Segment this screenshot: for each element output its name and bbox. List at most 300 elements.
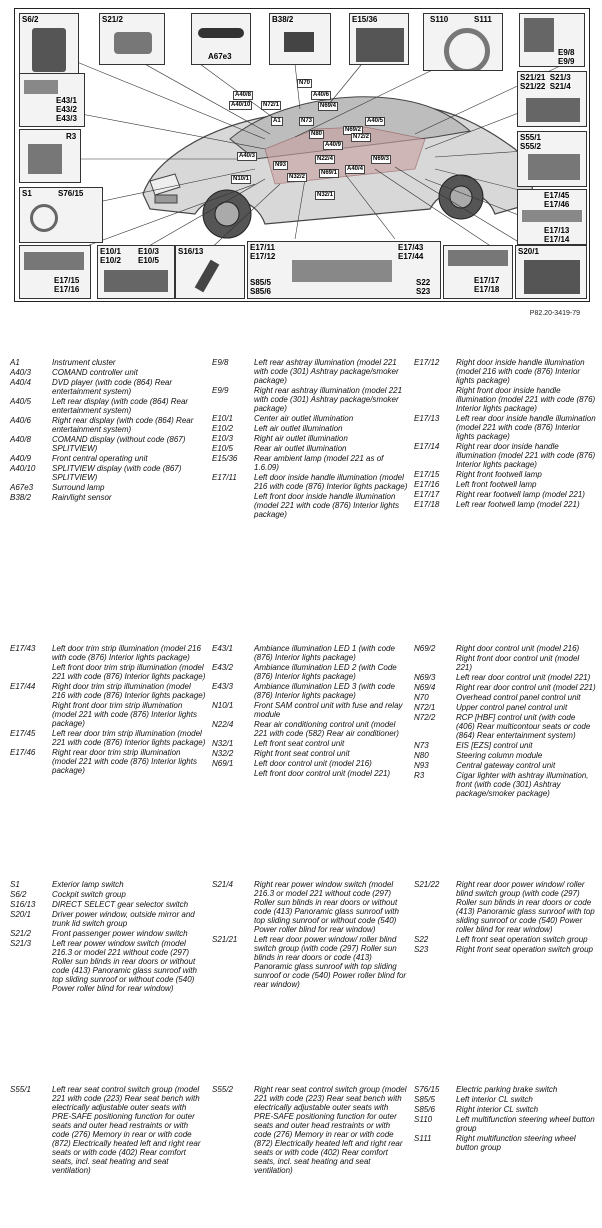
legend-entry (212, 454, 408, 472)
legend-code: N80 (414, 751, 429, 760)
vehicle-component-label: A40/9 (325, 142, 342, 148)
legend-description: Right rear door inside handle illumination (model 221 with code (876) Interior lights package) (456, 442, 596, 469)
legend-column (414, 880, 596, 955)
legend-entry (414, 703, 596, 712)
legend-entry (10, 939, 206, 993)
legend-entry (212, 749, 408, 758)
legend-code: S85/5 (414, 1095, 435, 1104)
led-image (24, 80, 58, 94)
legend-column (212, 880, 408, 990)
legend-code: E17/15 (414, 470, 440, 479)
legend-description: DVD player (with code (864) Rear entertainment system) (52, 378, 173, 396)
legend-description: Center air outlet illumination (254, 414, 354, 423)
legend-description: Ambiance illumination LED 3 (with code (876) Interior lights package) (254, 682, 395, 700)
door-panel-image (292, 260, 392, 282)
legend-description: Electric parking brake switch (456, 1085, 558, 1094)
legend-entry (414, 771, 596, 798)
vehicle-component-label: A40/10 (231, 102, 251, 108)
legend-description: SPLITVIEW display (with code (867) SPLITVIEW) (52, 464, 182, 482)
legend-entry (414, 1134, 596, 1152)
vehicle-component-label: A1 (273, 118, 281, 124)
legend-code: E43/1 (212, 644, 233, 653)
sensor-image (284, 32, 314, 52)
legend-description: Left rear door trim strip illumination (model 221 with code (876) Interior lights package) (52, 729, 206, 747)
legend-entry (414, 751, 596, 760)
box-label-e17-11: E17/11 E17/12 (250, 243, 276, 261)
legend-entry (212, 935, 408, 989)
legend-code: S6/2 (10, 890, 27, 899)
legend-description: Right multifunction steering wheel button group (456, 1134, 576, 1152)
legend-entry (212, 682, 408, 700)
legend-entry (414, 1105, 596, 1114)
legend-entry (212, 1085, 408, 1175)
legend-code: A67e3 (10, 483, 34, 492)
legend-code: A1 (10, 358, 20, 367)
surround-lamp-box (191, 13, 251, 65)
legend-entry (10, 435, 206, 453)
legend-entry (10, 368, 206, 377)
legend-code: S110 (414, 1115, 433, 1124)
legend-code: B38/2 (10, 493, 31, 502)
legend-code: N22/4 (212, 720, 234, 729)
legend-entry (212, 424, 408, 433)
legend-description: Right rear seat control switch group (model 221 with code (223) Rear seat bench with electrically adjustable outer seats with PRE-SAFE positioning function for outer seats and outer head restraints or with code (276) Memory in rear or with code (872) Electrically heated left and right rear seats or with code (402) Rear comfort seats, incl. seat heating and seat ventilation) (254, 1085, 407, 1175)
legend-column (10, 1085, 206, 1176)
legend-entry (212, 644, 408, 662)
vehicle-component-label: N69/3 (373, 156, 390, 162)
legend-code: A40/5 (10, 397, 31, 406)
legend-entry (212, 720, 408, 738)
legend-description: Left rear ashtray illumination (model 221 with code (301) Ashtray package/smoker package) (254, 358, 399, 385)
legend-description: Exterior lamp switch (52, 880, 124, 889)
legend-entry (212, 663, 408, 681)
cigar-lighter-image (28, 144, 62, 174)
ambiance-led-box (19, 73, 85, 127)
legend-code: E10/5 (212, 444, 233, 453)
steering-wheel-image (444, 28, 490, 71)
legend-code: A40/4 (10, 378, 31, 387)
legend-description: Left front door trim strip illumination (model 221 with code (876) Interior lights package) (52, 663, 206, 681)
legend-entry (10, 880, 206, 889)
legend-entry (414, 673, 596, 682)
legend-entry (212, 769, 408, 778)
rear-footwell-image (448, 250, 508, 266)
rear-switch-image (526, 98, 580, 122)
legend-description: Left rear footwell lamp (model 221) (456, 500, 580, 509)
exterior-lamp-switch-box (19, 187, 103, 243)
vehicle-component-label: N10/1 (233, 176, 250, 182)
legend-description: Left rear door control unit (model 221) (456, 673, 591, 682)
vehicle-component-label: A40/3 (239, 153, 256, 159)
front-footwell-box (19, 245, 91, 299)
component-location-diagram (14, 8, 590, 302)
legend-code: E17/12 (414, 358, 440, 367)
legend-code: E17/43 (10, 644, 36, 653)
rear-footwell-box (443, 245, 513, 299)
vehicle-component-label: N93 (275, 162, 287, 168)
legend-description: RCP [HBF] control unit (with code (406) Rear multicontour seats or code (864) Rear entertainment system) (456, 713, 591, 740)
legend-entry (10, 910, 206, 928)
window-switch-image (114, 32, 152, 54)
legend-description: Left front door control unit (model 221) (254, 769, 391, 778)
legend-description: Left interior CL switch (456, 1095, 533, 1104)
legend-entry (10, 729, 206, 747)
legend-description: Rear ambient lamp (model 221 as of 1.6.09) (254, 454, 384, 472)
legend-entry (10, 358, 206, 367)
box-label-e17-45: E17/45 E17/46 (544, 191, 570, 209)
legend-description: COMAND controller unit (52, 368, 138, 377)
vehicle-component-label: A40/8 (235, 92, 252, 98)
legend-code: S85/6 (414, 1105, 435, 1114)
legend-code: E10/3 (212, 434, 233, 443)
vehicle-component-label: N73 (301, 118, 313, 124)
box-label-s1: S1 (22, 189, 32, 198)
legend-code: E17/13 (414, 414, 440, 423)
legend-code: S1 (10, 880, 20, 889)
legend-entry (414, 945, 596, 954)
legend-code: S23 (414, 945, 429, 954)
legend-description: Right door inside handle illumination (model 216 with code (876) Interior lights package) (456, 358, 585, 385)
legend-entry (414, 644, 596, 653)
legend-entry (10, 644, 206, 662)
gear-lever-image (195, 260, 220, 293)
legend-code: S20/1 (10, 910, 31, 919)
legend-column (212, 644, 408, 779)
legend-description: Left door trim strip illumination (model 216 with code (876) Interior lights package) (52, 644, 201, 662)
legend-entry (414, 654, 596, 672)
legend-code: N32/2 (212, 749, 234, 758)
legend-code: A40/3 (10, 368, 31, 377)
legend-code: E43/3 (212, 682, 233, 691)
legend-description: Ambiance illumination LED 2 (with Code (876) Interior lights package) (254, 663, 397, 681)
legend-entry (10, 663, 206, 681)
legend-description: Right front seat control unit (254, 749, 350, 758)
legend-description: Right air outlet illumination (254, 434, 348, 443)
vehicle-component-label: N72/2 (353, 134, 370, 140)
legend-code: E15/36 (212, 454, 238, 463)
legend-code: S55/2 (212, 1085, 233, 1094)
legend-entry (10, 890, 206, 899)
box-label-e17-13: E17/13 E17/14 (544, 226, 570, 244)
box-label-e17-43: E17/43 E17/44 (398, 243, 424, 261)
legend-code: N72/2 (414, 713, 436, 722)
legend-entry (212, 492, 408, 519)
legend-code: E43/2 (212, 663, 233, 672)
legend-code (10, 701, 52, 728)
box-label-s21-group: S21/21 S21/3 S21/22 S21/4 (520, 73, 571, 91)
steering-wheel-box (423, 13, 503, 71)
legend-entry (212, 880, 408, 934)
legend-code: N72/1 (414, 703, 436, 712)
legend-entry (10, 416, 206, 434)
legend-code: E17/45 (10, 729, 36, 738)
legend-entry (10, 900, 206, 909)
legend-description: COMAND display (without code (867) SPLITVIEW) (52, 435, 186, 453)
legend-description: Upper control panel control unit (456, 703, 568, 712)
legend-description: Right rear door power window/ roller blind switch group (with code (297) Roller sun blinds in rear doors or code (413) Panoramic glass sunroof with top sliding sunroof or code (540) Power roller blind for rear window) (456, 880, 595, 934)
legend-code (212, 492, 254, 519)
legend-description: Right front door trim strip illumination (model 221 with code (876) Interior lights package) (52, 701, 197, 728)
vehicle-component-label: A40/6 (313, 92, 330, 98)
legend-code: S22 (414, 935, 429, 944)
legend-entry (414, 490, 596, 499)
box-label-b38-2: B38/2 (272, 15, 294, 24)
legend-description: Left rear display (with code (864) Rear entertainment system) (52, 397, 189, 415)
legend-entry (414, 1115, 596, 1133)
box-label-s111: S111 (474, 15, 492, 24)
legend-description: Right door control unit (model 216) (456, 644, 580, 653)
legend-entry (10, 454, 206, 463)
legend-description: Left rear door power window/ roller blind switch group (with code (297) Roller sun blinds in rear doors or code (413) Panoramic glass sunroof with top sliding sunroof or code (540) Power roller blind for rear window) (254, 935, 407, 989)
legend-code: E17/44 (10, 682, 36, 691)
legend-entry (10, 1085, 206, 1175)
legend-entry (414, 683, 596, 692)
legend-code: S16/13 (10, 900, 36, 909)
legend-entry (414, 442, 596, 469)
legend-description: Rear air outlet illumination (254, 444, 347, 453)
box-label-e17-15: E17/15 E17/16 (54, 276, 80, 294)
legend-entry (414, 1095, 596, 1104)
cockpit-switch-group-box (19, 13, 79, 75)
legend-code: E17/11 (212, 473, 237, 482)
legend-description: Cigar lighter with ashtray illumination, front (with code (301) Ashtray package/smoker package) (456, 771, 589, 798)
mirror-image (198, 28, 244, 38)
figure-reference: P82.20-3419-79 (529, 310, 580, 317)
legend-code: S21/22 (414, 880, 440, 889)
legend-description: Right front door inside handle illumination (model 221 with code (876) Interior lights package) (456, 386, 596, 413)
legend-code: E10/1 (212, 414, 233, 423)
legend-code: R3 (414, 771, 425, 780)
box-label-s110: S110 (430, 15, 449, 24)
legend-entry (212, 739, 408, 748)
legend-code (414, 386, 456, 413)
legend-description: Left door inside handle illumination (model 216 with code (876) Interior lights package) (254, 473, 408, 491)
legend-entry (414, 761, 596, 770)
vehicle-component-label: N70 (299, 80, 311, 86)
legend-entry (212, 759, 408, 768)
legend-entry (10, 483, 206, 492)
legend-code: E17/18 (414, 500, 440, 509)
legend-code (10, 663, 52, 681)
legend-code: N73 (414, 741, 429, 750)
legend-description: Right rear display (with code (864) Rear entertainment system) (52, 416, 194, 434)
legend-entry (414, 480, 596, 489)
legend-code: E17/14 (414, 442, 440, 451)
legend-description: Front passenger power window switch (52, 929, 188, 938)
air-outlet-image (104, 270, 168, 292)
legend-column (414, 1085, 596, 1153)
switch-panel-image (32, 28, 66, 72)
legend-code: N69/1 (212, 759, 234, 768)
vehicle-component-label: N69/1 (321, 170, 338, 176)
legend-entry (414, 414, 596, 441)
legend-description: Right rear power window switch (model 216.3 or model 221 without code (297) Roller sun blinds in rear doors or without code (413) Panoramic glass sunroof with top sliding sunroof or without code (540) Power roller blind for rear window) (254, 880, 399, 934)
legend-entry (414, 1085, 596, 1094)
rain-light-sensor-box (269, 13, 331, 65)
legend-entry (212, 358, 408, 385)
rear-window-switch-group-box (517, 71, 587, 127)
vehicle-component-label: A40/5 (367, 118, 384, 124)
box-label-e15-36: E15/36 (352, 15, 378, 24)
legend-entry (10, 397, 206, 415)
legend-entry (10, 701, 206, 728)
rear-door-strip-box (517, 189, 587, 245)
legend-code: A40/6 (10, 416, 31, 425)
legend-entry (414, 713, 596, 740)
box-label-s21-2: S21/2 (102, 15, 123, 24)
legend-entry (10, 929, 206, 938)
box-label-e43: E43/1 E43/2 E43/3 (56, 96, 77, 123)
box-label-e9: E9/8 E9/9 (558, 48, 575, 66)
legend-code: S111 (414, 1134, 432, 1143)
gear-selector-box (175, 245, 245, 299)
legend-column (414, 644, 596, 799)
legend-code: E10/2 (212, 424, 233, 433)
legend-description: Left rear seat control switch group (model 221 with code (223) Rear seat bench with electrically adjustable outer seats with PRE-SAFE positioning function for outer seats and outer head restraints or with code (276) Memory in rear or with code (872) Electrically heated left and right rear seats or with code (402) Rear comfort seats, incl. seat heating and seat ventilation) (52, 1085, 201, 1175)
legend-code (212, 769, 254, 778)
legend-description: Left door control unit (model 216) (254, 759, 372, 768)
box-label-s22: S22 S23 (416, 278, 431, 296)
box-label-a67e3: A67e3 (208, 52, 232, 61)
legend-description: Ambiance illumination LED 1 (with code (876) Interior lights package) (254, 644, 395, 662)
legend-description: Right rear door control unit (model 221) (456, 683, 596, 692)
legend-entry (414, 741, 596, 750)
vehicle-component-label: N32/2 (289, 174, 306, 180)
vehicle-component-label: N69/4 (320, 103, 337, 109)
vehicle-component-label: N22/4 (317, 156, 334, 162)
legend-entry (414, 500, 596, 509)
legend-entry (212, 434, 408, 443)
legend-column (10, 644, 206, 776)
legend-description: Left front seat operation switch group (456, 935, 588, 944)
legend-description: Left multifunction steering wheel button group (456, 1115, 595, 1133)
legend-description: Right rear ashtray illumination (model 221 with code (301) Ashtray package/smoker package) (254, 386, 403, 413)
box-label-s20-1: S20/1 (518, 247, 539, 256)
rear-ashtray-box (519, 13, 585, 67)
legend-description: Right front door control unit (model 221) (456, 654, 580, 672)
box-label-e10-right: E10/3 E10/5 (138, 247, 159, 265)
vehicle-component-label: N80 (311, 131, 323, 137)
legend-description: Cockpit switch group (52, 890, 126, 899)
legend-description: Rear air conditioning control unit (model 221 with code (582) Rear air conditioner) (254, 720, 399, 738)
driver-window-switch-box (515, 245, 587, 299)
legend-code: A40/8 (10, 435, 31, 444)
legend-code: S21/21 (212, 935, 238, 944)
legend-description: Driver power window, outside mirror and trunk lid switch group (52, 910, 195, 928)
box-label-s16-13: S16/13 (178, 247, 204, 256)
vehicle-component-label: A40/4 (347, 166, 364, 172)
legend-code: S21/3 (10, 939, 31, 948)
legend-code: E17/16 (414, 480, 440, 489)
box-label-s55: S55/1 S55/2 (520, 133, 541, 151)
legend-entry (212, 473, 408, 491)
legend-description: Overhead control panel control unit (456, 693, 581, 702)
legend-column (10, 358, 206, 503)
legend-entry (414, 693, 596, 702)
legend-code: E9/9 (212, 386, 229, 395)
legend-column (212, 358, 408, 520)
legend-code: N70 (414, 693, 429, 702)
legend-code: S55/1 (10, 1085, 31, 1094)
legend-code: E17/17 (414, 490, 440, 499)
door-panel-box (247, 241, 441, 299)
legend-description: Front SAM control unit with fuse and relay module (254, 701, 403, 719)
air-outlet-box (97, 245, 175, 299)
legend-entry (10, 378, 206, 396)
ambient-lamp-image (356, 28, 404, 62)
legend-description: Left front door inside handle illumination (model 221 with code (876) Interior lights package) (254, 492, 399, 519)
legend-description: Right door trim strip illumination (model 216 with code (876) Interior lights package) (52, 682, 206, 700)
legend-entry (414, 880, 596, 934)
legend-description: Instrument cluster (52, 358, 116, 367)
legend-code: S21/4 (212, 880, 233, 889)
legend-description: Right interior CL switch (456, 1105, 539, 1114)
legend-code: S76/15 (414, 1085, 440, 1094)
box-label-s6-2: S6/2 (22, 15, 39, 24)
box-label-r3: R3 (66, 132, 77, 141)
rear-seat-switch-box (517, 131, 587, 187)
legend-description: Right rear footwell lamp (model 221) (456, 490, 585, 499)
ashtray-image (524, 18, 554, 52)
legend-description: Right front footwell lamp (456, 470, 542, 479)
legend-code: S21/2 (10, 929, 31, 938)
legend-description: Surround lamp (52, 483, 105, 492)
legend-entry (414, 935, 596, 944)
legend-description: Rain/light sensor (52, 493, 112, 502)
box-label-s85: S85/5 S85/6 (250, 278, 271, 296)
vehicle-component-label: N32/1 (317, 192, 334, 198)
box-label-s76-15: S76/15 (58, 189, 84, 198)
driver-switch-image (524, 260, 580, 294)
legend-entry (212, 414, 408, 423)
legend-code: N32/1 (212, 739, 234, 748)
legend-code: A40/10 (10, 464, 36, 473)
legend-code: N69/3 (414, 673, 436, 682)
legend-code: E17/46 (10, 748, 36, 757)
legend-description: Steering column module (456, 751, 543, 760)
legend-entry (10, 682, 206, 700)
legend-column (212, 1085, 408, 1176)
legend-description: Left front footwell lamp (456, 480, 537, 489)
legend-code: A40/9 (10, 454, 31, 463)
legend-column (10, 880, 206, 994)
rear-ambient-lamp-box (349, 13, 409, 65)
legend-description: DIRECT SELECT gear selector switch (52, 900, 189, 909)
legend-entry (10, 464, 206, 482)
footwell-lamp-image (24, 252, 84, 270)
legend-description: Left front seat control unit (254, 739, 345, 748)
legend-description: Central gateway control unit (456, 761, 556, 770)
legend-entry (10, 748, 206, 775)
legend-entry (414, 358, 596, 385)
cigar-lighter-box (19, 129, 81, 183)
legend-column (414, 358, 596, 510)
legend-entry (414, 470, 596, 479)
box-label-e10-left: E10/1 E10/2 (100, 247, 121, 265)
legend-description: Left rear door inside handle illumination (model 221 with code (876) Interior lights package) (456, 414, 596, 441)
legend-description: EIS [EZS] control unit (456, 741, 533, 750)
legend-entry (10, 493, 206, 502)
legend-code: E9/8 (212, 358, 229, 367)
legend-description: Left rear power window switch (model 216.3 or model 221 without code (297) Roller sun blinds in rear doors or without code (413) Panoramic glass sunroof with top sliding sunroof or without code (540) Power roller blind for rear window) (52, 939, 197, 993)
legend-entry (212, 386, 408, 413)
legend-description: Right front seat operation switch group (456, 945, 593, 954)
legend-description: Left air outlet illumination (254, 424, 343, 433)
legend-description: Front central operating unit (52, 454, 148, 463)
vehicle-component-label: N72/1 (263, 102, 280, 108)
legend-code: N93 (414, 761, 429, 770)
legend-description: Right rear door trim strip illumination (model 221 with code (876) Interior lights package) (52, 748, 197, 775)
